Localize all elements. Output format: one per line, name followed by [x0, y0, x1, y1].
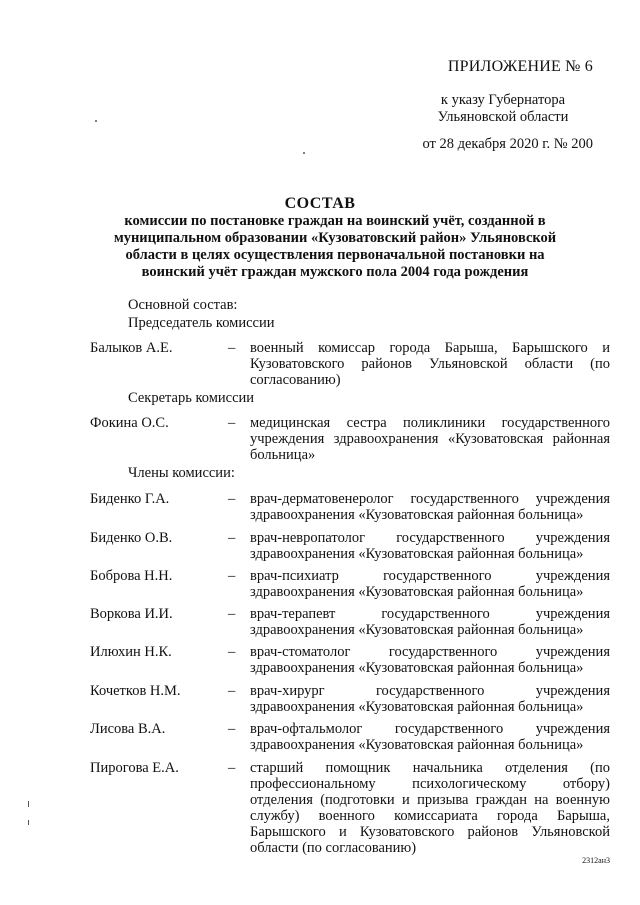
scan-speck — [95, 120, 97, 122]
member-dash: – — [228, 568, 236, 584]
member-dash: – — [228, 415, 236, 431]
member-position: врач-хирург государственного учреждения здравоохранения «Кузоватовская районная больница» — [250, 683, 610, 715]
member-position: врач-терапевт государственного учреждения здравоохранения «Кузоватовская районная больница» — [250, 606, 610, 638]
decree-date: от 28 декабря 2020 г. № 200 — [422, 136, 593, 152]
member-position: медицинская сестра поликлиники государственного учреждения здравоохранения «Кузоватовская районная больница» — [250, 415, 610, 463]
scan-speck — [28, 820, 29, 825]
member-position: старший помощник начальника отделения (по профессиональному психологическому отбору) отделения (подготовки и призыва граждан на военную службу) военного комиссариата города Барыша, Барышского и Кузоватовского районов Ульяновской области (по согласованию) — [250, 760, 610, 856]
member-position: врач-стоматолог государственного учреждения здравоохранения «Кузоватовская районная больница» — [250, 644, 610, 676]
member-name: Балыков А.Е. — [90, 340, 173, 356]
member-name: Фокина О.С. — [90, 415, 169, 431]
member-name: Пирогова Е.А. — [90, 760, 179, 776]
member-dash: – — [228, 721, 236, 737]
document-subtitle: комиссии по постановке граждан на воинский учёт, созданной в муниципальном образовании «Кузоватовский район» Ульяновской области в целях осуществления первоначальной постановки на воинский учёт граждан мужского пола 2004 года рождения — [113, 213, 557, 280]
scan-speck — [303, 152, 305, 154]
member-name: Воркова И.И. — [90, 606, 173, 622]
document-code: 2312ан3 — [582, 856, 610, 865]
decree-line-1: к указу Губернатора — [440, 92, 566, 108]
member-dash: – — [228, 606, 236, 622]
appendix-number: ПРИЛОЖЕНИЕ № 6 — [447, 58, 593, 75]
member-name: Биденко О.В. — [90, 530, 173, 546]
member-name: Илюхин Н.К. — [90, 644, 172, 660]
member-dash: – — [228, 683, 236, 699]
member-position: врач-дерматовенеролог государственного учреждения здравоохранения «Кузоватовская районная больница» — [250, 491, 610, 523]
member-dash: – — [228, 760, 236, 776]
section-secretary-label: Секретарь комиссии — [128, 390, 255, 406]
decree-line-2: Ульяновской области — [437, 109, 569, 125]
member-position: врач-невропатолог государственного учреждения здравоохранения «Кузоватовская районная больница» — [250, 530, 610, 562]
member-dash: – — [228, 491, 236, 507]
section-chair-label: Председатель комиссии — [128, 315, 275, 331]
member-position: военный комиссар города Барыша, Барышского и Кузоватовского районов Ульяновской области (по согласованию) — [250, 340, 610, 388]
decree-reference — [413, 92, 593, 126]
member-dash: – — [228, 644, 236, 660]
member-dash: – — [228, 340, 236, 356]
member-name: Боброва Н.Н. — [90, 568, 173, 584]
document-title: СОСТАВ — [284, 195, 356, 212]
member-name: Биденко Г.А. — [90, 491, 170, 507]
section-main-label: Основной состав: — [128, 297, 238, 313]
member-position: врач-офтальмолог государственного учреждения здравоохранения «Кузоватовская районная больница» — [250, 721, 610, 753]
section-members-label: Члены комиссии: — [128, 465, 235, 481]
member-name: Лисова В.А. — [90, 721, 166, 737]
member-name: Кочетков Н.М. — [90, 683, 181, 699]
scan-speck — [28, 801, 29, 807]
member-position: врач-психиатр государственного учреждения здравоохранения «Кузоватовская районная больница» — [250, 568, 610, 600]
member-dash: – — [228, 530, 236, 546]
